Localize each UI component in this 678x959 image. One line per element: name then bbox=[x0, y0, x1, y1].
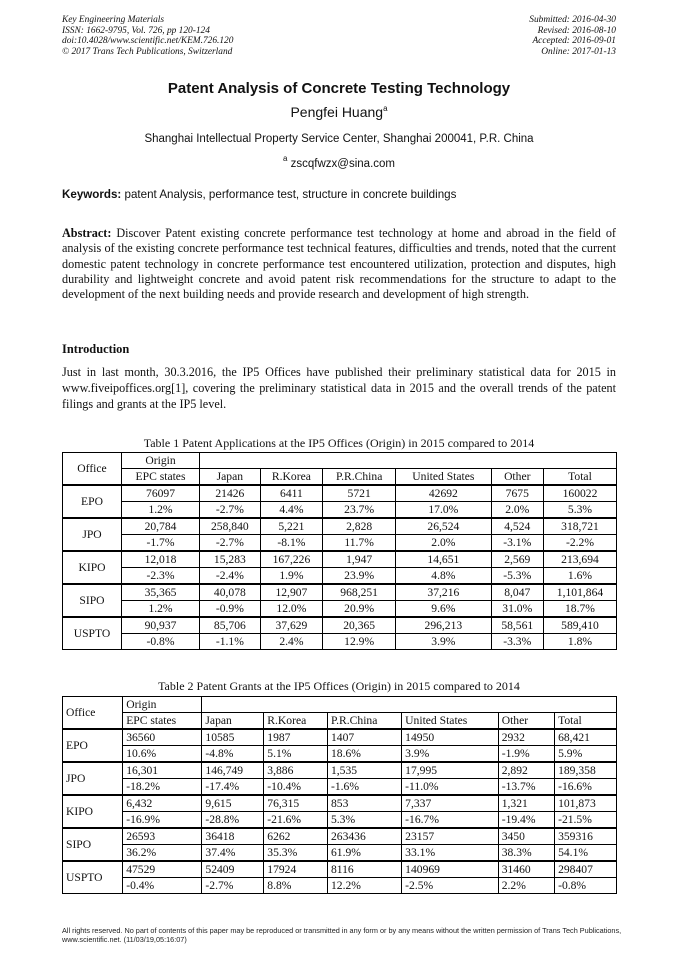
change-cell: -0.4% bbox=[123, 878, 202, 894]
change-cell: 11.7% bbox=[323, 535, 396, 552]
change-cell: 2.2% bbox=[498, 878, 554, 894]
count-cell: 21426 bbox=[200, 485, 261, 502]
count-cell: 40,078 bbox=[200, 584, 261, 601]
count-cell: 20,784 bbox=[122, 518, 200, 535]
count-cell: 20,365 bbox=[323, 617, 396, 634]
column-header: Total bbox=[555, 713, 617, 730]
table-row bbox=[63, 729, 617, 746]
count-cell: 23157 bbox=[402, 828, 499, 845]
count-cell: 26593 bbox=[123, 828, 202, 845]
change-cell: 4.8% bbox=[396, 568, 491, 585]
count-cell: 589,410 bbox=[543, 617, 616, 634]
count-cell: 15,283 bbox=[200, 551, 261, 568]
email-line bbox=[0, 154, 678, 170]
header-row bbox=[63, 453, 617, 469]
column-header: EPC states bbox=[123, 713, 202, 730]
abstract-text: Discover Patent existing concrete performance test technology at home and abroad in the field of analysis of the existing concrete performance test technical features, difficulties and trends, noted that the current domestic patent technology in concrete performance test encountered utilization, protection and disputes, high durability and lightweight concrete and avoid patent risk recommendations for the structure to adapt to the development of the next building needs and provide research and development of high strength. bbox=[62, 226, 616, 302]
count-cell: 58,561 bbox=[491, 617, 543, 634]
count-cell: 296,213 bbox=[396, 617, 491, 634]
column-header: Japan bbox=[200, 469, 261, 486]
count-cell: 213,694 bbox=[543, 551, 616, 568]
count-cell: 2932 bbox=[498, 729, 554, 746]
count-cell: 6262 bbox=[264, 828, 328, 845]
count-cell: 167,226 bbox=[260, 551, 322, 568]
column-header: P.R.China bbox=[327, 713, 401, 730]
introduction-paragraph: Just in last month, 30.3.2016, the IP5 Offices have published their preliminary statistical data for 2015 in www.fiveipoffices.org[1], covering the preliminary statistical data in 2015 and the overall trends of the patent filings and grants at the IP5 level. bbox=[62, 365, 616, 411]
change-cell: 9.6% bbox=[396, 601, 491, 618]
table-row bbox=[63, 845, 617, 862]
count-cell: 1,947 bbox=[323, 551, 396, 568]
change-cell: -16.6% bbox=[555, 779, 617, 796]
count-cell: 6411 bbox=[260, 485, 322, 502]
author-name: Pengfei Huang bbox=[290, 104, 384, 120]
change-cell: -2.7% bbox=[202, 878, 264, 894]
office-name: JPO bbox=[63, 762, 123, 795]
change-cell: -2.7% bbox=[200, 535, 261, 552]
table1-caption: Table 1 Patent Applications at the IP5 Offices (Origin) in 2015 compared to 2014 bbox=[143, 436, 535, 450]
table-row bbox=[63, 584, 617, 601]
change-cell: 4.4% bbox=[260, 502, 322, 519]
change-cell: 3.9% bbox=[396, 634, 491, 650]
count-cell: 42692 bbox=[396, 485, 491, 502]
count-cell: 17924 bbox=[264, 861, 328, 878]
table-row bbox=[63, 795, 617, 812]
count-cell: 3450 bbox=[498, 828, 554, 845]
change-cell: 37.4% bbox=[202, 845, 264, 862]
count-cell: 2,892 bbox=[498, 762, 554, 779]
change-cell: -19.4% bbox=[498, 812, 554, 829]
change-cell: 5.3% bbox=[543, 502, 616, 519]
submitted-date: Submitted: 2016-04-30 bbox=[529, 15, 616, 25]
origin-header: Origin bbox=[123, 697, 202, 713]
office-name: SIPO bbox=[63, 828, 123, 861]
change-cell: -2.2% bbox=[543, 535, 616, 552]
count-cell: 146,749 bbox=[202, 762, 264, 779]
change-cell: -1.6% bbox=[327, 779, 401, 796]
count-cell: 76,315 bbox=[264, 795, 328, 812]
count-cell: 359316 bbox=[555, 828, 617, 845]
count-cell: 85,706 bbox=[200, 617, 261, 634]
column-header: Japan bbox=[202, 713, 264, 730]
origin-span-cell bbox=[200, 453, 617, 469]
count-cell: 52409 bbox=[202, 861, 264, 878]
copyright-line: © 2017 Trans Tech Publications, Switzerland bbox=[62, 46, 233, 57]
origin-header: Origin bbox=[122, 453, 200, 469]
change-cell: 10.6% bbox=[123, 746, 202, 763]
count-cell: 140969 bbox=[402, 861, 499, 878]
count-cell: 5,221 bbox=[260, 518, 322, 535]
patent-grants-table bbox=[62, 696, 617, 894]
column-header: R.Korea bbox=[260, 469, 322, 486]
column-header: Other bbox=[498, 713, 554, 730]
count-cell: 36418 bbox=[202, 828, 264, 845]
header-row bbox=[63, 697, 617, 713]
column-header-row bbox=[63, 713, 617, 730]
table-row bbox=[63, 535, 617, 552]
change-cell: 8.8% bbox=[264, 878, 328, 894]
author-email: zscqfwzx@sina.com bbox=[290, 158, 395, 170]
change-cell: -5.3% bbox=[491, 568, 543, 585]
change-cell: 61.9% bbox=[327, 845, 401, 862]
count-cell: 1407 bbox=[327, 729, 401, 746]
count-cell: 14,651 bbox=[396, 551, 491, 568]
count-cell: 101,873 bbox=[555, 795, 617, 812]
count-cell: 3,886 bbox=[264, 762, 328, 779]
count-cell: 47529 bbox=[123, 861, 202, 878]
change-cell: 3.9% bbox=[402, 746, 499, 763]
count-cell: 1,321 bbox=[498, 795, 554, 812]
change-cell: 1.6% bbox=[543, 568, 616, 585]
count-cell: 1,101,864 bbox=[543, 584, 616, 601]
change-cell: -2.5% bbox=[402, 878, 499, 894]
count-cell: 298407 bbox=[555, 861, 617, 878]
count-cell: 1987 bbox=[264, 729, 328, 746]
change-cell: -21.5% bbox=[555, 812, 617, 829]
count-cell: 2,569 bbox=[491, 551, 543, 568]
count-cell: 258,840 bbox=[200, 518, 261, 535]
change-cell: -28.8% bbox=[202, 812, 264, 829]
change-cell: -1.1% bbox=[200, 634, 261, 650]
count-cell: 853 bbox=[327, 795, 401, 812]
change-cell: 31.0% bbox=[491, 601, 543, 618]
change-cell: -1.7% bbox=[122, 535, 200, 552]
copyright-footer: All rights reserved. No part of contents of this paper may be reproduced or transmitted in any form or by any means without the written permission of Trans Tech Publications, www.scientific.net. (11/03/19,05:16:07) bbox=[62, 926, 622, 944]
keywords-text: patent Analysis, performance test, structure in concrete buildings bbox=[121, 188, 457, 201]
count-cell: 76097 bbox=[122, 485, 200, 502]
change-cell: -0.8% bbox=[122, 634, 200, 650]
abstract bbox=[62, 226, 616, 302]
change-cell: 20.9% bbox=[323, 601, 396, 618]
change-cell: 1.2% bbox=[122, 601, 200, 618]
change-cell: 5.1% bbox=[264, 746, 328, 763]
online-date: Online: 2017-01-13 bbox=[541, 46, 616, 57]
change-cell: -4.8% bbox=[202, 746, 264, 763]
table2-caption: Table 2 Patent Grants at the IP5 Offices (Origin) in 2015 compared to 2014 bbox=[158, 679, 520, 693]
table-row bbox=[63, 568, 617, 585]
table-row bbox=[63, 828, 617, 845]
count-cell: 7675 bbox=[491, 485, 543, 502]
column-header: Total bbox=[543, 469, 616, 486]
column-header: P.R.China bbox=[323, 469, 396, 486]
change-cell: -8.1% bbox=[260, 535, 322, 552]
table-row bbox=[63, 779, 617, 796]
change-cell: -0.8% bbox=[555, 878, 617, 894]
column-header-row bbox=[63, 469, 617, 486]
count-cell: 5721 bbox=[323, 485, 396, 502]
change-cell: 33.1% bbox=[402, 845, 499, 862]
change-cell: 54.1% bbox=[555, 845, 617, 862]
change-cell: 17.0% bbox=[396, 502, 491, 519]
change-cell: 35.3% bbox=[264, 845, 328, 862]
author-superscript: a bbox=[383, 104, 388, 113]
dates-header bbox=[529, 15, 616, 57]
count-cell: 1,535 bbox=[327, 762, 401, 779]
count-cell: 37,216 bbox=[396, 584, 491, 601]
table-row bbox=[63, 617, 617, 634]
paper-title: Patent Analysis of Concrete Testing Technology bbox=[167, 80, 511, 97]
office-name: SIPO bbox=[63, 584, 122, 617]
office-name: KIPO bbox=[63, 795, 123, 828]
patent-applications-table bbox=[62, 452, 617, 650]
office-header: Office bbox=[63, 453, 122, 486]
count-cell: 160022 bbox=[543, 485, 616, 502]
change-cell: 12.9% bbox=[323, 634, 396, 650]
count-cell: 8116 bbox=[327, 861, 401, 878]
author-line bbox=[0, 104, 678, 120]
revised-date: Revised: 2016-08-10 bbox=[537, 25, 616, 36]
journal-name: Key Engineering Materials bbox=[62, 15, 165, 25]
change-cell: 5.9% bbox=[555, 746, 617, 763]
change-cell: 1.8% bbox=[543, 634, 616, 650]
change-cell: -16.7% bbox=[402, 812, 499, 829]
column-header: United States bbox=[396, 469, 491, 486]
table-row bbox=[63, 634, 617, 650]
column-header: R.Korea bbox=[264, 713, 328, 730]
table-row bbox=[63, 746, 617, 763]
count-cell: 189,358 bbox=[555, 762, 617, 779]
office-name: EPO bbox=[63, 729, 123, 762]
change-cell: 12.0% bbox=[260, 601, 322, 618]
change-cell: -3.3% bbox=[491, 634, 543, 650]
change-cell: -18.2% bbox=[123, 779, 202, 796]
change-cell: 2.0% bbox=[491, 502, 543, 519]
change-cell: -10.4% bbox=[264, 779, 328, 796]
change-cell: -1.9% bbox=[498, 746, 554, 763]
origin-span-cell bbox=[202, 697, 617, 713]
count-cell: 36560 bbox=[123, 729, 202, 746]
office-name: EPO bbox=[63, 485, 122, 518]
change-cell: 38.3% bbox=[498, 845, 554, 862]
count-cell: 8,047 bbox=[491, 584, 543, 601]
change-cell: 23.9% bbox=[323, 568, 396, 585]
table-row bbox=[63, 812, 617, 829]
affiliation: Shanghai Intellectual Property Service Center, Shanghai 200041, P.R. China bbox=[144, 133, 534, 145]
keywords-label: Keywords: bbox=[62, 188, 122, 201]
doi-line: doi:10.4028/www.scientific.net/KEM.726.120 bbox=[62, 36, 234, 47]
change-cell: 18.7% bbox=[543, 601, 616, 618]
change-cell: -11.0% bbox=[402, 779, 499, 796]
abstract-label: Abstract: bbox=[62, 226, 112, 240]
table-row bbox=[63, 502, 617, 519]
count-cell: 9,615 bbox=[202, 795, 264, 812]
count-cell: 7,337 bbox=[402, 795, 499, 812]
change-cell: -2.7% bbox=[200, 502, 261, 519]
count-cell: 10585 bbox=[202, 729, 264, 746]
change-cell: -3.1% bbox=[491, 535, 543, 552]
issn-line: ISSN: 1662-9795, Vol. 726, pp 120-124 bbox=[62, 25, 210, 36]
count-cell: 17,995 bbox=[402, 762, 499, 779]
change-cell: 5.3% bbox=[327, 812, 401, 829]
change-cell: 23.7% bbox=[323, 502, 396, 519]
office-header: Office bbox=[63, 697, 123, 730]
keywords bbox=[62, 188, 616, 201]
change-cell: 12.2% bbox=[327, 878, 401, 894]
count-cell: 263436 bbox=[327, 828, 401, 845]
count-cell: 12,907 bbox=[260, 584, 322, 601]
count-cell: 968,251 bbox=[323, 584, 396, 601]
change-cell: 1.9% bbox=[260, 568, 322, 585]
email-superscript: a bbox=[283, 154, 288, 163]
count-cell: 31460 bbox=[498, 861, 554, 878]
change-cell: 1.2% bbox=[122, 502, 200, 519]
change-cell: -2.3% bbox=[122, 568, 200, 585]
section-heading-introduction: Introduction bbox=[62, 342, 130, 356]
table-row bbox=[63, 518, 617, 535]
count-cell: 2,828 bbox=[323, 518, 396, 535]
count-cell: 14950 bbox=[402, 729, 499, 746]
count-cell: 90,937 bbox=[122, 617, 200, 634]
column-header: Other bbox=[491, 469, 543, 486]
change-cell: -16.9% bbox=[123, 812, 202, 829]
change-cell: 36.2% bbox=[123, 845, 202, 862]
column-header: United States bbox=[402, 713, 499, 730]
count-cell: 68,421 bbox=[555, 729, 617, 746]
office-name: USPTO bbox=[63, 617, 122, 650]
change-cell: 2.4% bbox=[260, 634, 322, 650]
count-cell: 4,524 bbox=[491, 518, 543, 535]
change-cell: -17.4% bbox=[202, 779, 264, 796]
count-cell: 26,524 bbox=[396, 518, 491, 535]
office-name: KIPO bbox=[63, 551, 122, 584]
table-row bbox=[63, 861, 617, 878]
table-row bbox=[63, 601, 617, 618]
table-row bbox=[63, 485, 617, 502]
accepted-date: Accepted: 2016-09-01 bbox=[532, 36, 616, 47]
count-cell: 35,365 bbox=[122, 584, 200, 601]
change-cell: 18.6% bbox=[327, 746, 401, 763]
count-cell: 12,018 bbox=[122, 551, 200, 568]
table-row bbox=[63, 762, 617, 779]
count-cell: 6,432 bbox=[123, 795, 202, 812]
office-name: JPO bbox=[63, 518, 122, 551]
table-row bbox=[63, 551, 617, 568]
change-cell: 2.0% bbox=[396, 535, 491, 552]
change-cell: -21.6% bbox=[264, 812, 328, 829]
office-name: USPTO bbox=[63, 861, 123, 894]
table-row bbox=[63, 878, 617, 894]
change-cell: -2.4% bbox=[200, 568, 261, 585]
change-cell: -0.9% bbox=[200, 601, 261, 618]
count-cell: 37,629 bbox=[260, 617, 322, 634]
count-cell: 16,301 bbox=[123, 762, 202, 779]
column-header: EPC states bbox=[122, 469, 200, 486]
change-cell: -13.7% bbox=[498, 779, 554, 796]
journal-header bbox=[62, 15, 233, 57]
count-cell: 318,721 bbox=[543, 518, 616, 535]
